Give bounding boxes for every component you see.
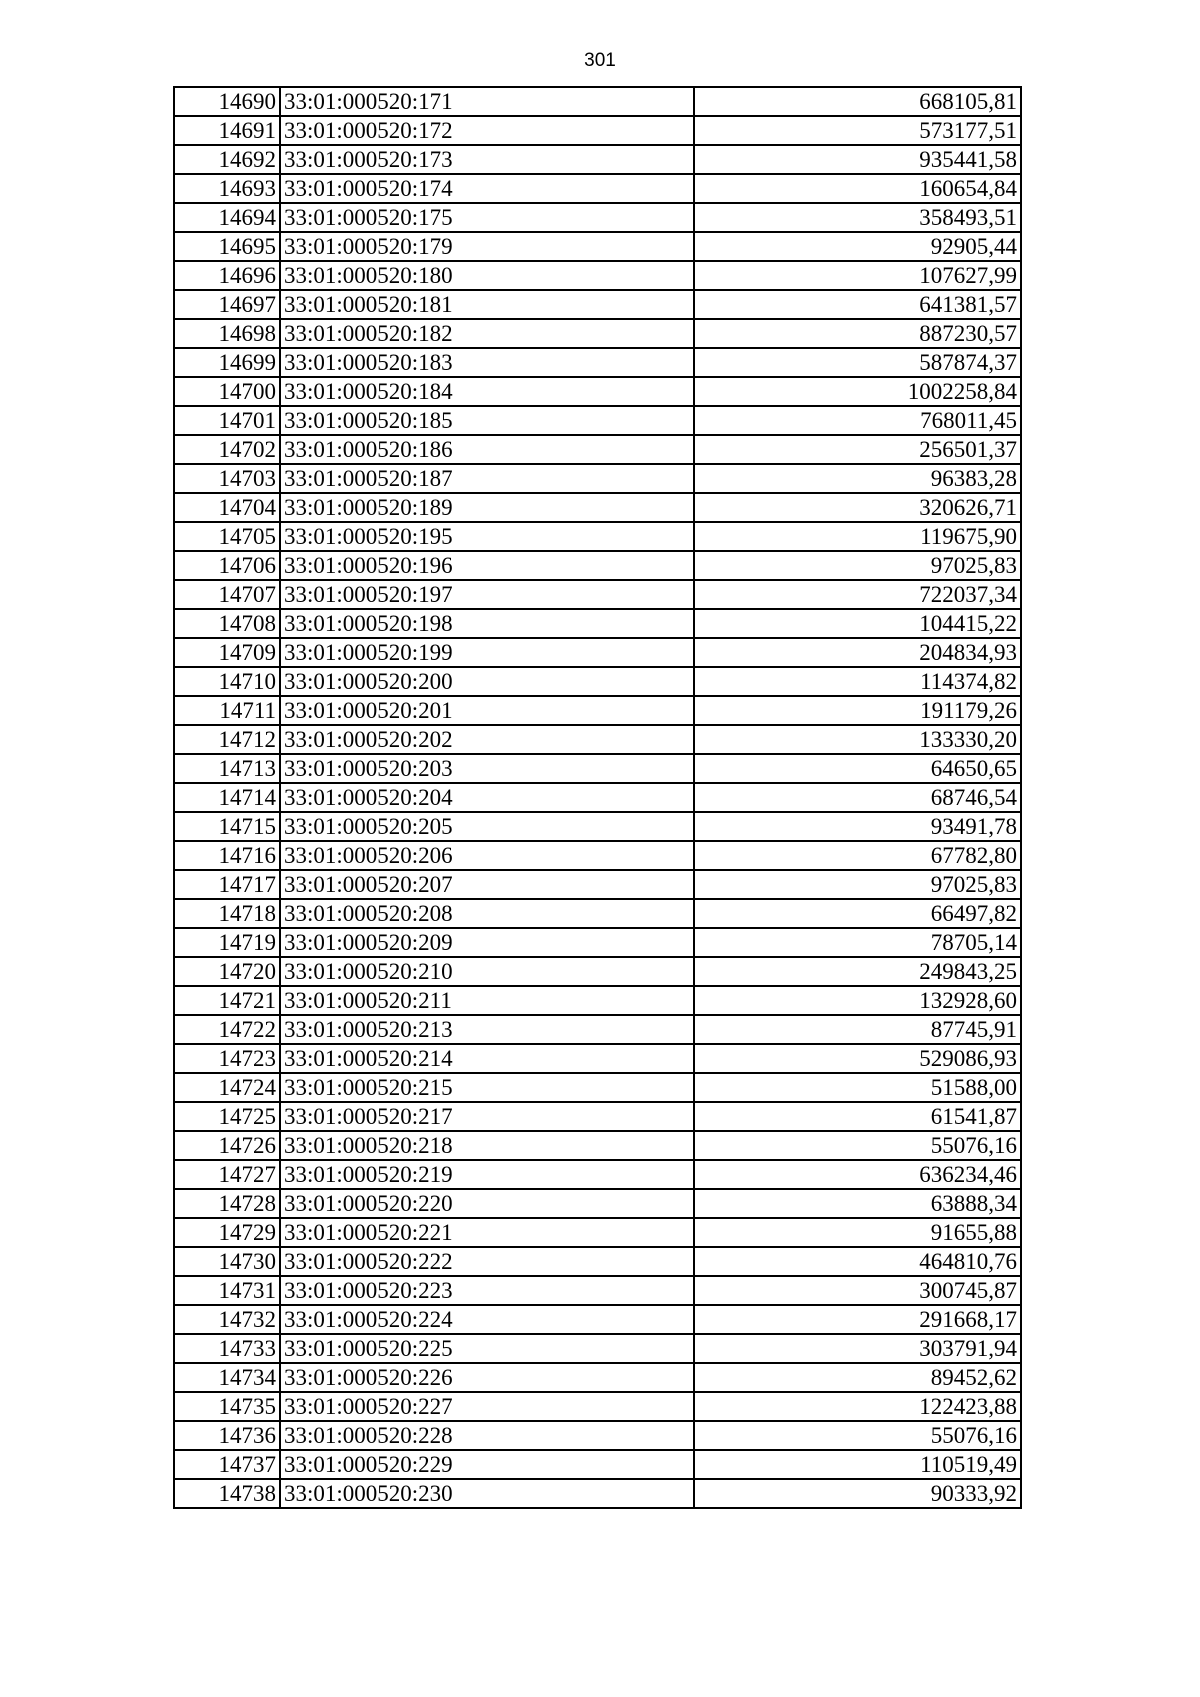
row-number-cell: 14729 — [174, 1218, 280, 1247]
table-row — [174, 638, 1021, 667]
table-row — [174, 1450, 1021, 1479]
table-row — [174, 1363, 1021, 1392]
row-number-cell: 14728 — [174, 1189, 280, 1218]
cadastral-value-cell: 358493,51 — [694, 203, 1021, 232]
table-row — [174, 754, 1021, 783]
cadastral-number-cell: 33:01:000520:174 — [280, 174, 694, 203]
row-number-cell: 14710 — [174, 667, 280, 696]
cadastral-value-cell: 78705,14 — [694, 928, 1021, 957]
row-number-cell: 14707 — [174, 580, 280, 609]
cadastral-value-cell: 887230,57 — [694, 319, 1021, 348]
cadastral-number-cell: 33:01:000520:203 — [280, 754, 694, 783]
cadastral-value-cell: 529086,93 — [694, 1044, 1021, 1073]
cadastral-number-cell: 33:01:000520:202 — [280, 725, 694, 754]
cadastral-value-table — [173, 86, 1022, 1509]
cadastral-value-cell: 668105,81 — [694, 87, 1021, 116]
cadastral-value-cell: 68746,54 — [694, 783, 1021, 812]
cadastral-number-cell: 33:01:000520:223 — [280, 1276, 694, 1305]
row-number-cell: 14708 — [174, 609, 280, 638]
row-number-cell: 14696 — [174, 261, 280, 290]
cadastral-value-cell: 464810,76 — [694, 1247, 1021, 1276]
row-number-cell: 14735 — [174, 1392, 280, 1421]
row-number-cell: 14736 — [174, 1421, 280, 1450]
row-number-cell: 14737 — [174, 1450, 280, 1479]
cadastral-value-cell: 89452,62 — [694, 1363, 1021, 1392]
table-row — [174, 406, 1021, 435]
cadastral-value-cell: 132928,60 — [694, 986, 1021, 1015]
cadastral-number-cell: 33:01:000520:218 — [280, 1131, 694, 1160]
row-number-cell: 14720 — [174, 957, 280, 986]
table-row — [174, 1160, 1021, 1189]
cadastral-number-cell: 33:01:000520:173 — [280, 145, 694, 174]
row-number-cell: 14693 — [174, 174, 280, 203]
cadastral-value-cell: 97025,83 — [694, 551, 1021, 580]
row-number-cell: 14725 — [174, 1102, 280, 1131]
cadastral-number-cell: 33:01:000520:221 — [280, 1218, 694, 1247]
cadastral-number-cell: 33:01:000520:200 — [280, 667, 694, 696]
table-row — [174, 1421, 1021, 1450]
cadastral-value-cell: 91655,88 — [694, 1218, 1021, 1247]
table-row — [174, 261, 1021, 290]
table-row — [174, 1189, 1021, 1218]
row-number-cell: 14695 — [174, 232, 280, 261]
row-number-cell: 14706 — [174, 551, 280, 580]
cadastral-number-cell: 33:01:000520:204 — [280, 783, 694, 812]
row-number-cell: 14721 — [174, 986, 280, 1015]
cadastral-number-cell: 33:01:000520:208 — [280, 899, 694, 928]
cadastral-value-cell: 87745,91 — [694, 1015, 1021, 1044]
table-row — [174, 1305, 1021, 1334]
row-number-cell: 14738 — [174, 1479, 280, 1508]
cadastral-number-cell: 33:01:000520:214 — [280, 1044, 694, 1073]
row-number-cell: 14719 — [174, 928, 280, 957]
table-row — [174, 319, 1021, 348]
cadastral-number-cell: 33:01:000520:185 — [280, 406, 694, 435]
table-row — [174, 725, 1021, 754]
row-number-cell: 14717 — [174, 870, 280, 899]
cadastral-number-cell: 33:01:000520:172 — [280, 116, 694, 145]
cadastral-number-cell: 33:01:000520:187 — [280, 464, 694, 493]
row-number-cell: 14731 — [174, 1276, 280, 1305]
cadastral-number-cell: 33:01:000520:201 — [280, 696, 694, 725]
cadastral-value-cell: 300745,87 — [694, 1276, 1021, 1305]
cadastral-value-cell: 935441,58 — [694, 145, 1021, 174]
row-number-cell: 14691 — [174, 116, 280, 145]
cadastral-number-cell: 33:01:000520:215 — [280, 1073, 694, 1102]
table-row — [174, 841, 1021, 870]
row-number-cell: 14697 — [174, 290, 280, 319]
cadastral-value-cell: 573177,51 — [694, 116, 1021, 145]
cadastral-value-cell: 114374,82 — [694, 667, 1021, 696]
cadastral-number-cell: 33:01:000520:205 — [280, 812, 694, 841]
table-row — [174, 1392, 1021, 1421]
row-number-cell: 14692 — [174, 145, 280, 174]
cadastral-number-cell: 33:01:000520:197 — [280, 580, 694, 609]
cadastral-value-cell: 768011,45 — [694, 406, 1021, 435]
table-row — [174, 1247, 1021, 1276]
cadastral-number-cell: 33:01:000520:181 — [280, 290, 694, 319]
cadastral-value-cell: 61541,87 — [694, 1102, 1021, 1131]
cadastral-value-cell: 67782,80 — [694, 841, 1021, 870]
cadastral-number-cell: 33:01:000520:227 — [280, 1392, 694, 1421]
table-row — [174, 609, 1021, 638]
row-number-cell: 14722 — [174, 1015, 280, 1044]
table-row — [174, 1044, 1021, 1073]
cadastral-number-cell: 33:01:000520:225 — [280, 1334, 694, 1363]
table-row — [174, 1479, 1021, 1508]
cadastral-number-cell: 33:01:000520:179 — [280, 232, 694, 261]
table-row — [174, 116, 1021, 145]
cadastral-value-cell: 97025,83 — [694, 870, 1021, 899]
row-number-cell: 14700 — [174, 377, 280, 406]
table-row — [174, 580, 1021, 609]
cadastral-number-cell: 33:01:000520:230 — [280, 1479, 694, 1508]
cadastral-number-cell: 33:01:000520:224 — [280, 1305, 694, 1334]
table-row — [174, 377, 1021, 406]
row-number-cell: 14705 — [174, 522, 280, 551]
table-row — [174, 203, 1021, 232]
cadastral-value-cell: 722037,34 — [694, 580, 1021, 609]
row-number-cell: 14698 — [174, 319, 280, 348]
table-row — [174, 696, 1021, 725]
cadastral-value-cell: 110519,49 — [694, 1450, 1021, 1479]
cadastral-value-cell: 1002258,84 — [694, 377, 1021, 406]
table-row — [174, 145, 1021, 174]
cadastral-value-cell: 90333,92 — [694, 1479, 1021, 1508]
cadastral-number-cell: 33:01:000520:228 — [280, 1421, 694, 1450]
cadastral-value-cell: 119675,90 — [694, 522, 1021, 551]
row-number-cell: 14718 — [174, 899, 280, 928]
row-number-cell: 14690 — [174, 87, 280, 116]
row-number-cell: 14727 — [174, 1160, 280, 1189]
table-row — [174, 87, 1021, 116]
cadastral-value-cell: 256501,37 — [694, 435, 1021, 464]
cadastral-value-cell: 291668,17 — [694, 1305, 1021, 1334]
cadastral-value-cell: 587874,37 — [694, 348, 1021, 377]
table-row — [174, 986, 1021, 1015]
table-row — [174, 1131, 1021, 1160]
cadastral-number-cell: 33:01:000520:226 — [280, 1363, 694, 1392]
cadastral-number-cell: 33:01:000520:199 — [280, 638, 694, 667]
cadastral-value-cell: 636234,46 — [694, 1160, 1021, 1189]
cadastral-value-cell: 303791,94 — [694, 1334, 1021, 1363]
cadastral-number-cell: 33:01:000520:175 — [280, 203, 694, 232]
table-row — [174, 1334, 1021, 1363]
cadastral-value-cell: 92905,44 — [694, 232, 1021, 261]
table-row — [174, 870, 1021, 899]
table-row — [174, 812, 1021, 841]
cadastral-value-cell: 249843,25 — [694, 957, 1021, 986]
row-number-cell: 14712 — [174, 725, 280, 754]
cadastral-number-cell: 33:01:000520:222 — [280, 1247, 694, 1276]
cadastral-number-cell: 33:01:000520:209 — [280, 928, 694, 957]
cadastral-number-cell: 33:01:000520:220 — [280, 1189, 694, 1218]
table-row — [174, 783, 1021, 812]
row-number-cell: 14704 — [174, 493, 280, 522]
cadastral-number-cell: 33:01:000520:186 — [280, 435, 694, 464]
row-number-cell: 14732 — [174, 1305, 280, 1334]
table-row — [174, 232, 1021, 261]
cadastral-number-cell: 33:01:000520:198 — [280, 609, 694, 638]
cadastral-number-cell: 33:01:000520:189 — [280, 493, 694, 522]
cadastral-value-cell: 64650,65 — [694, 754, 1021, 783]
cadastral-number-cell: 33:01:000520:184 — [280, 377, 694, 406]
row-number-cell: 14724 — [174, 1073, 280, 1102]
cadastral-number-cell: 33:01:000520:213 — [280, 1015, 694, 1044]
row-number-cell: 14709 — [174, 638, 280, 667]
cadastral-number-cell: 33:01:000520:217 — [280, 1102, 694, 1131]
cadastral-value-cell: 133330,20 — [694, 725, 1021, 754]
row-number-cell: 14711 — [174, 696, 280, 725]
row-number-cell: 14726 — [174, 1131, 280, 1160]
row-number-cell: 14714 — [174, 783, 280, 812]
table-row — [174, 464, 1021, 493]
cadastral-value-cell: 320626,71 — [694, 493, 1021, 522]
table-row — [174, 522, 1021, 551]
table-row — [174, 1102, 1021, 1131]
page-number: 301 — [584, 50, 616, 71]
row-number-cell: 14715 — [174, 812, 280, 841]
table-row — [174, 667, 1021, 696]
row-number-cell: 14716 — [174, 841, 280, 870]
cadastral-number-cell: 33:01:000520:229 — [280, 1450, 694, 1479]
table-row — [174, 551, 1021, 580]
cadastral-value-cell: 191179,26 — [694, 696, 1021, 725]
cadastral-value-cell: 93491,78 — [694, 812, 1021, 841]
cadastral-value-cell: 55076,16 — [694, 1131, 1021, 1160]
cadastral-number-cell: 33:01:000520:196 — [280, 551, 694, 580]
cadastral-value-cell: 66497,82 — [694, 899, 1021, 928]
table-row — [174, 290, 1021, 319]
table-body — [174, 87, 1021, 1508]
table-row — [174, 348, 1021, 377]
cadastral-number-cell: 33:01:000520:171 — [280, 87, 694, 116]
table-row — [174, 1073, 1021, 1102]
row-number-cell: 14713 — [174, 754, 280, 783]
cadastral-number-cell: 33:01:000520:210 — [280, 957, 694, 986]
row-number-cell: 14703 — [174, 464, 280, 493]
table-row — [174, 435, 1021, 464]
table-row — [174, 1218, 1021, 1247]
cadastral-number-cell: 33:01:000520:195 — [280, 522, 694, 551]
cadastral-value-cell: 122423,88 — [694, 1392, 1021, 1421]
cadastral-value-cell: 55076,16 — [694, 1421, 1021, 1450]
cadastral-number-cell: 33:01:000520:211 — [280, 986, 694, 1015]
cadastral-value-cell: 51588,00 — [694, 1073, 1021, 1102]
table-row — [174, 174, 1021, 203]
cadastral-value-cell: 104415,22 — [694, 609, 1021, 638]
row-number-cell: 14723 — [174, 1044, 280, 1073]
cadastral-number-cell: 33:01:000520:207 — [280, 870, 694, 899]
cadastral-value-cell: 96383,28 — [694, 464, 1021, 493]
cadastral-value-cell: 63888,34 — [694, 1189, 1021, 1218]
row-number-cell: 14694 — [174, 203, 280, 232]
table-row — [174, 957, 1021, 986]
cadastral-value-cell: 641381,57 — [694, 290, 1021, 319]
cadastral-value-cell: 107627,99 — [694, 261, 1021, 290]
cadastral-value-cell: 160654,84 — [694, 174, 1021, 203]
cadastral-number-cell: 33:01:000520:206 — [280, 841, 694, 870]
row-number-cell: 14701 — [174, 406, 280, 435]
table-row — [174, 493, 1021, 522]
row-number-cell: 14734 — [174, 1363, 280, 1392]
row-number-cell: 14702 — [174, 435, 280, 464]
row-number-cell: 14730 — [174, 1247, 280, 1276]
row-number-cell: 14699 — [174, 348, 280, 377]
table-row — [174, 1015, 1021, 1044]
cadastral-number-cell: 33:01:000520:182 — [280, 319, 694, 348]
cadastral-number-cell: 33:01:000520:219 — [280, 1160, 694, 1189]
cadastral-value-cell: 204834,93 — [694, 638, 1021, 667]
cadastral-number-cell: 33:01:000520:183 — [280, 348, 694, 377]
table-row — [174, 1276, 1021, 1305]
table-row — [174, 928, 1021, 957]
row-number-cell: 14733 — [174, 1334, 280, 1363]
table-row — [174, 899, 1021, 928]
cadastral-number-cell: 33:01:000520:180 — [280, 261, 694, 290]
